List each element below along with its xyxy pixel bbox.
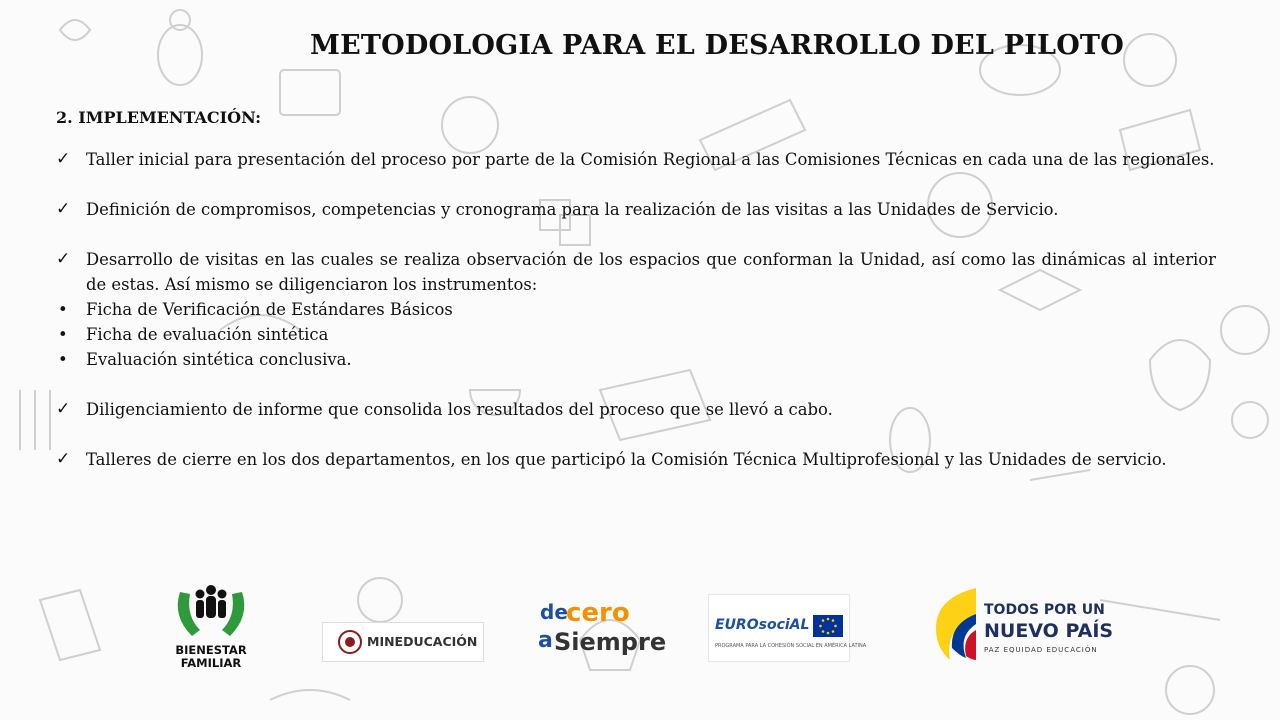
de-cero-a-siempre-logo bbox=[528, 598, 667, 668]
bullet-icon: • bbox=[58, 300, 68, 319]
icbf-figures-icon bbox=[172, 582, 250, 640]
bienestar-text: BIENESTAR bbox=[175, 643, 247, 657]
eurosocial-logo bbox=[708, 594, 867, 662]
check-icon: ✓ bbox=[56, 449, 71, 469]
page-title: METODOLOGIA PARA EL DESARROLLO DEL PILOTO bbox=[310, 30, 1124, 61]
logos-bar bbox=[0, 576, 1280, 676]
instrument-list bbox=[56, 297, 1216, 372]
paz-equidad-educacion-text: PAZ EQUIDAD EDUCACIÓN bbox=[984, 646, 1098, 654]
eu-flag-icon bbox=[813, 615, 843, 637]
eurosocial-subtitle: PROGRAMA PARA LA COHESIÓN SOCIAL EN AMÉRICA LATINA bbox=[715, 643, 867, 649]
bienestar-familiar-logo bbox=[172, 582, 250, 674]
eurosocial-text: EUROsociAL bbox=[715, 617, 810, 633]
list-item: ✓ Desarrollo de visitas en las cuales se realiza observación de los espacios que conforman la Unidad, así como las dinámicas al interior de estas. Así mismo se diligenciaron los instrumentos: bbox=[56, 249, 1216, 294]
cero-cero-text: cero bbox=[566, 598, 630, 628]
list-item: ✓ Talleres de cierre en los dos departamentos, en los que participó la Comisión Técnica Multiprofesional y las Unidades de servicio. bbox=[56, 447, 1216, 472]
cero-siempre-text: Siempre bbox=[554, 628, 667, 656]
bullet-icon: • bbox=[58, 325, 68, 344]
check-icon: ✓ bbox=[56, 399, 71, 419]
mineducacion-text: MINEDUCACIÓN bbox=[367, 634, 478, 649]
check-icon: ✓ bbox=[56, 199, 71, 219]
bullet-icon: • bbox=[58, 350, 68, 369]
list-item: • Ficha de Verificación de Estándares Básicos bbox=[56, 297, 1216, 322]
check-icon: ✓ bbox=[56, 149, 71, 169]
cero-de-text: de bbox=[540, 600, 568, 624]
familiar-text: FAMILIAR bbox=[180, 656, 242, 670]
todos-por-un-nuevo-pais-logo bbox=[932, 584, 1114, 670]
list-item: ✓ Definición de compromisos, competencias y cronograma para la realización de las visitas a las Unidades de Servicio. bbox=[56, 197, 1216, 222]
todos-por-un-text: TODOS POR UN bbox=[984, 602, 1105, 618]
list-item: • Ficha de evaluación sintética bbox=[56, 322, 1216, 347]
section-heading: 2. IMPLEMENTACIÓN: bbox=[56, 108, 262, 127]
nuevo-pais-text: NUEVO PAÍS bbox=[984, 620, 1114, 642]
slide-content bbox=[56, 108, 1216, 472]
list-item: • Evaluación sintética conclusiva. bbox=[56, 347, 1216, 372]
colombia-flag-swoosh-icon bbox=[932, 584, 980, 664]
check-icon: ✓ bbox=[56, 249, 71, 269]
list-item: ✓ Diligenciamiento de informe que consolida los resultados del proceso que se llevó a cabo. bbox=[56, 397, 1216, 422]
colombia-shield-icon bbox=[337, 629, 363, 655]
list-item: ✓ Taller inicial para presentación del proceso por parte de la Comisión Regional a las Comisiones Técnicas en cada una de las regionales. bbox=[56, 147, 1216, 172]
mineducacion-logo bbox=[322, 622, 484, 662]
cero-a-text: a bbox=[538, 628, 553, 653]
